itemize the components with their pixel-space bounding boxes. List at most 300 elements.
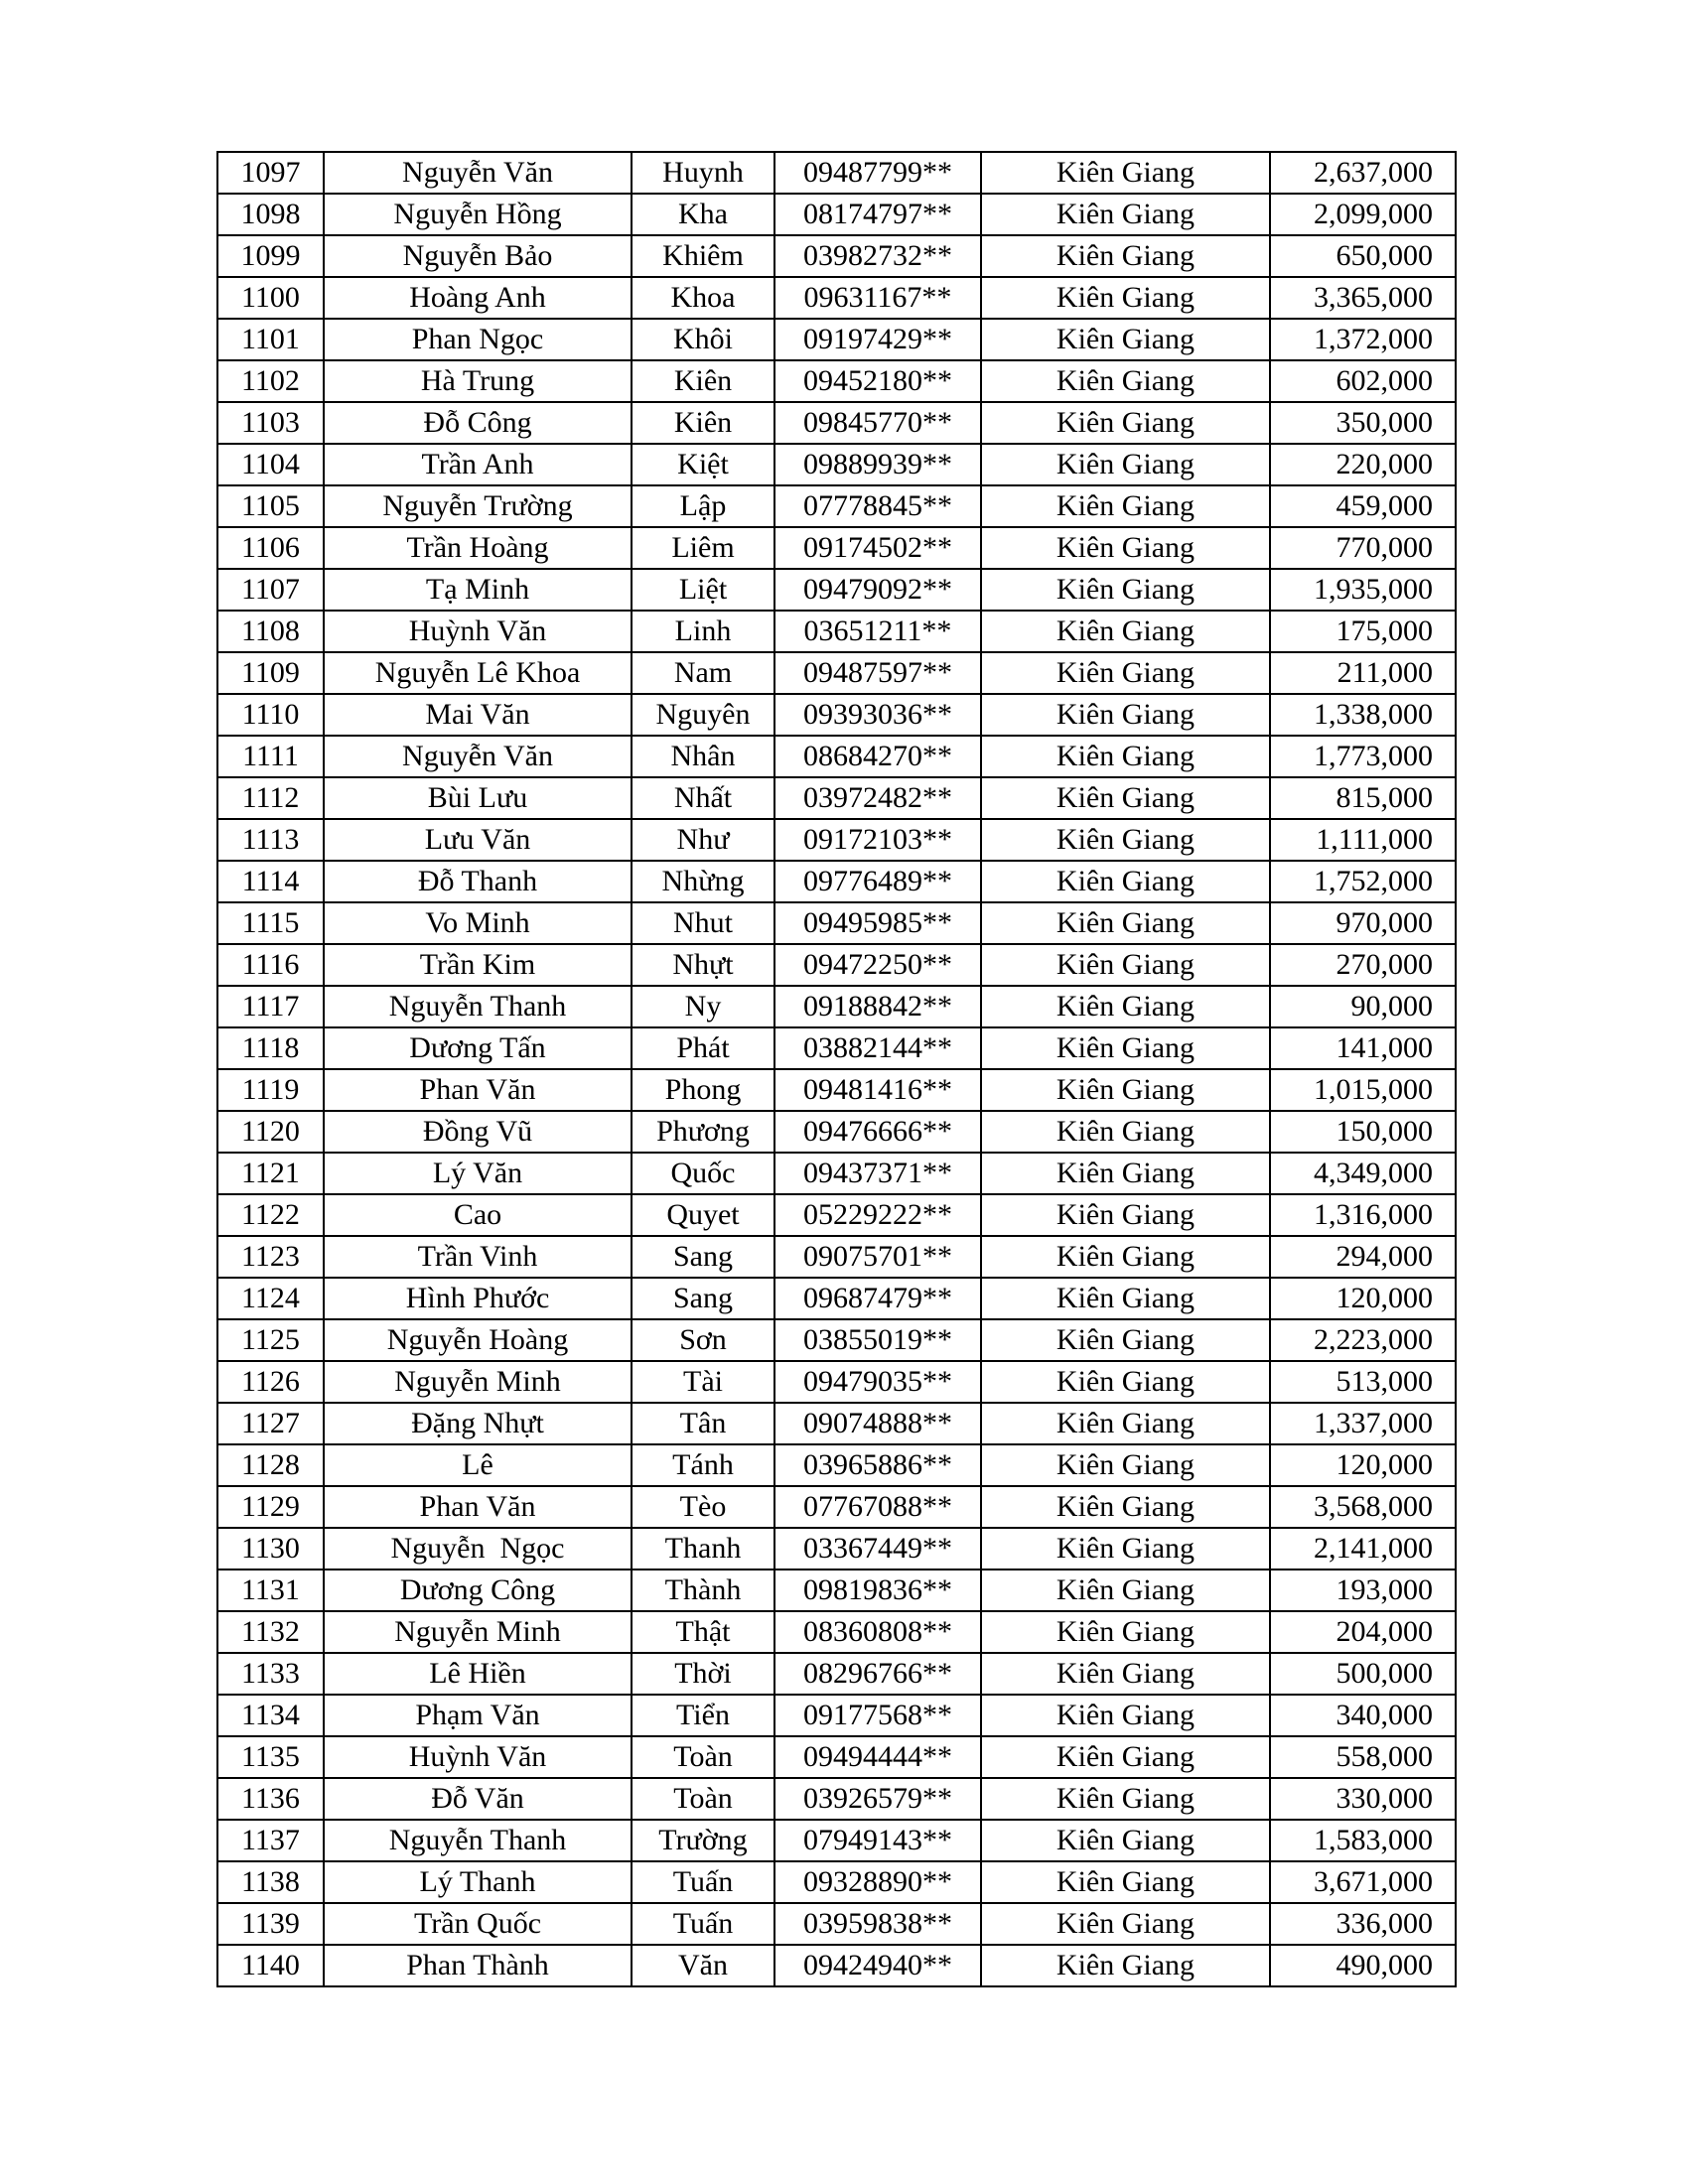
last-name-cell: Khiêm [632,235,774,277]
phone-cell: 09074888** [774,1403,981,1444]
given-name-cell: Phan Ngọc [324,319,632,360]
province-cell: Kiên Giang [981,1528,1270,1570]
given-name-cell: Nguyễn Văn [324,152,632,194]
province-cell: Kiên Giang [981,1111,1270,1153]
row-id-cell: 1135 [217,1736,324,1778]
row-id-cell: 1129 [217,1486,324,1528]
last-name-cell: Phương [632,1111,774,1153]
amount-cell: 294,000 [1270,1236,1456,1278]
amount-cell: 350,000 [1270,402,1456,444]
table-row [217,1153,1456,1194]
table-row [217,861,1456,902]
last-name-cell: Tánh [632,1444,774,1486]
phone-cell: 09487799** [774,152,981,194]
province-cell: Kiên Giang [981,360,1270,402]
amount-cell: 330,000 [1270,1778,1456,1820]
row-id-cell: 1132 [217,1611,324,1653]
province-cell: Kiên Giang [981,1736,1270,1778]
row-id-cell: 1130 [217,1528,324,1570]
amount-cell: 490,000 [1270,1945,1456,1986]
table-row [217,277,1456,319]
row-id-cell: 1114 [217,861,324,902]
last-name-cell: Quyet [632,1194,774,1236]
phone-cell: 09472250** [774,944,981,986]
phone-cell: 09776489** [774,861,981,902]
row-id-cell: 1137 [217,1820,324,1861]
phone-cell: 09075701** [774,1236,981,1278]
given-name-cell: Lý Thanh [324,1861,632,1903]
given-name-cell: Nguyễn Minh [324,1361,632,1403]
province-cell: Kiên Giang [981,319,1270,360]
last-name-cell: Tiển [632,1695,774,1736]
last-name-cell: Sơn [632,1319,774,1361]
last-name-cell: Nam [632,652,774,694]
phone-cell: 03972482** [774,777,981,819]
row-id-cell: 1120 [217,1111,324,1153]
amount-cell: 204,000 [1270,1611,1456,1653]
table-row [217,1695,1456,1736]
phone-cell: 09452180** [774,360,981,402]
phone-cell: 03882144** [774,1027,981,1069]
table-row [217,485,1456,527]
province-cell: Kiên Giang [981,277,1270,319]
given-name-cell: Nguyễn Lê Khoa [324,652,632,694]
last-name-cell: Tài [632,1361,774,1403]
phone-cell: 09197429** [774,319,981,360]
phone-cell: 09437371** [774,1153,981,1194]
phone-cell: 09172103** [774,819,981,861]
phone-cell: 08684270** [774,736,981,777]
amount-cell: 175,000 [1270,611,1456,652]
last-name-cell: Sang [632,1278,774,1319]
row-id-cell: 1104 [217,444,324,485]
row-id-cell: 1127 [217,1403,324,1444]
last-name-cell: Lập [632,485,774,527]
amount-cell: 602,000 [1270,360,1456,402]
amount-cell: 1,773,000 [1270,736,1456,777]
amount-cell: 1,337,000 [1270,1403,1456,1444]
phone-cell: 07949143** [774,1820,981,1861]
given-name-cell: Trần Hoàng [324,527,632,569]
row-id-cell: 1134 [217,1695,324,1736]
phone-cell: 09476666** [774,1111,981,1153]
given-name-cell: Bùi Lưu [324,777,632,819]
table-row [217,777,1456,819]
phone-cell: 03855019** [774,1319,981,1361]
last-name-cell: Huynh [632,152,774,194]
last-name-cell: Thành [632,1570,774,1611]
last-name-cell: Nhân [632,736,774,777]
last-name-cell: Nguyên [632,694,774,736]
province-cell: Kiên Giang [981,569,1270,611]
phone-cell: 08296766** [774,1653,981,1695]
table-row [217,1444,1456,1486]
last-name-cell: Kha [632,194,774,235]
amount-cell: 220,000 [1270,444,1456,485]
amount-cell: 4,349,000 [1270,1153,1456,1194]
amount-cell: 141,000 [1270,1027,1456,1069]
table-row [217,152,1456,194]
province-cell: Kiên Giang [981,1194,1270,1236]
given-name-cell: Nguyễn Trường [324,485,632,527]
given-name-cell: Đỗ Văn [324,1778,632,1820]
given-name-cell: Hà Trung [324,360,632,402]
amount-cell: 270,000 [1270,944,1456,986]
province-cell: Kiên Giang [981,1444,1270,1486]
given-name-cell: Lý Văn [324,1153,632,1194]
province-cell: Kiên Giang [981,944,1270,986]
amount-cell: 2,099,000 [1270,194,1456,235]
row-id-cell: 1106 [217,527,324,569]
amount-cell: 120,000 [1270,1444,1456,1486]
last-name-cell: Tèo [632,1486,774,1528]
phone-cell: 09687479** [774,1278,981,1319]
given-name-cell: Nguyễn Ngọc [324,1528,632,1570]
amount-cell: 90,000 [1270,986,1456,1027]
row-id-cell: 1105 [217,485,324,527]
last-name-cell: Phong [632,1069,774,1111]
table-row [217,652,1456,694]
table-row [217,902,1456,944]
table-row [217,694,1456,736]
table-row [217,319,1456,360]
phone-cell: 09494444** [774,1736,981,1778]
province-cell: Kiên Giang [981,1486,1270,1528]
records-tbody [217,152,1456,1986]
row-id-cell: 1133 [217,1653,324,1695]
last-name-cell: Liêm [632,527,774,569]
given-name-cell: Hoàng Anh [324,277,632,319]
amount-cell: 1,111,000 [1270,819,1456,861]
last-name-cell: Kiệt [632,444,774,485]
amount-cell: 1,583,000 [1270,1820,1456,1861]
province-cell: Kiên Giang [981,1611,1270,1653]
given-name-cell: Trần Vinh [324,1236,632,1278]
given-name-cell: Trần Quốc [324,1903,632,1945]
province-cell: Kiên Giang [981,1778,1270,1820]
last-name-cell: Phát [632,1027,774,1069]
row-id-cell: 1118 [217,1027,324,1069]
amount-cell: 970,000 [1270,902,1456,944]
amount-cell: 2,637,000 [1270,152,1456,194]
given-name-cell: Nguyễn Hồng [324,194,632,235]
table-row [217,1278,1456,1319]
table-row [217,1236,1456,1278]
given-name-cell: Tạ Minh [324,569,632,611]
last-name-cell: Tuấn [632,1861,774,1903]
province-cell: Kiên Giang [981,1027,1270,1069]
amount-cell: 120,000 [1270,1278,1456,1319]
last-name-cell: Khôi [632,319,774,360]
amount-cell: 3,365,000 [1270,277,1456,319]
table-row [217,1820,1456,1861]
province-cell: Kiên Giang [981,819,1270,861]
table-row [217,1486,1456,1528]
table-row [217,1194,1456,1236]
amount-cell: 2,141,000 [1270,1528,1456,1570]
amount-cell: 340,000 [1270,1695,1456,1736]
province-cell: Kiên Giang [981,902,1270,944]
given-name-cell: Trần Kim [324,944,632,986]
phone-cell: 03959838** [774,1903,981,1945]
table-row [217,194,1456,235]
table-row [217,1611,1456,1653]
given-name-cell: Nguyễn Văn [324,736,632,777]
given-name-cell: Huỳnh Văn [324,1736,632,1778]
given-name-cell: Nguyễn Minh [324,1611,632,1653]
row-id-cell: 1126 [217,1361,324,1403]
amount-cell: 513,000 [1270,1361,1456,1403]
row-id-cell: 1125 [217,1319,324,1361]
phone-cell: 03367449** [774,1528,981,1570]
row-id-cell: 1115 [217,902,324,944]
given-name-cell: Phan Văn [324,1486,632,1528]
amount-cell: 770,000 [1270,527,1456,569]
province-cell: Kiên Giang [981,611,1270,652]
amount-cell: 211,000 [1270,652,1456,694]
phone-cell: 09188842** [774,986,981,1027]
province-cell: Kiên Giang [981,694,1270,736]
row-id-cell: 1121 [217,1153,324,1194]
given-name-cell: Nguyễn Bảo [324,235,632,277]
given-name-cell: Đỗ Công [324,402,632,444]
table-row [217,986,1456,1027]
province-cell: Kiên Giang [981,402,1270,444]
table-row [217,819,1456,861]
last-name-cell: Liệt [632,569,774,611]
amount-cell: 3,671,000 [1270,1861,1456,1903]
amount-cell: 1,015,000 [1270,1069,1456,1111]
row-id-cell: 1100 [217,277,324,319]
row-id-cell: 1136 [217,1778,324,1820]
table-row [217,360,1456,402]
amount-cell: 1,752,000 [1270,861,1456,902]
given-name-cell: Đỗ Thanh [324,861,632,902]
phone-cell: 09487597** [774,652,981,694]
donor-list-table [216,151,1457,1987]
phone-cell: 09819836** [774,1570,981,1611]
given-name-cell: Vo Minh [324,902,632,944]
table-row [217,1653,1456,1695]
phone-cell: 09631167** [774,277,981,319]
last-name-cell: Kiên [632,360,774,402]
province-cell: Kiên Giang [981,986,1270,1027]
row-id-cell: 1116 [217,944,324,986]
row-id-cell: 1110 [217,694,324,736]
row-id-cell: 1113 [217,819,324,861]
amount-cell: 650,000 [1270,235,1456,277]
amount-cell: 336,000 [1270,1903,1456,1945]
table-row [217,1528,1456,1570]
row-id-cell: 1111 [217,736,324,777]
last-name-cell: Quốc [632,1153,774,1194]
table-row [217,1903,1456,1945]
province-cell: Kiên Giang [981,152,1270,194]
last-name-cell: Ny [632,986,774,1027]
province-cell: Kiên Giang [981,1695,1270,1736]
phone-cell: 08360808** [774,1611,981,1653]
last-name-cell: Tuấn [632,1903,774,1945]
given-name-cell: Hình Phước [324,1278,632,1319]
row-id-cell: 1112 [217,777,324,819]
table-row [217,402,1456,444]
province-cell: Kiên Giang [981,1069,1270,1111]
province-cell: Kiên Giang [981,652,1270,694]
province-cell: Kiên Giang [981,1653,1270,1695]
last-name-cell: Nhựt [632,944,774,986]
amount-cell: 1,316,000 [1270,1194,1456,1236]
last-name-cell: Nhất [632,777,774,819]
row-id-cell: 1128 [217,1444,324,1486]
phone-cell: 09889939** [774,444,981,485]
phone-cell: 08174797** [774,194,981,235]
amount-cell: 558,000 [1270,1736,1456,1778]
phone-cell: 09424940** [774,1945,981,1986]
given-name-cell: Trần Anh [324,444,632,485]
province-cell: Kiên Giang [981,235,1270,277]
province-cell: Kiên Giang [981,1403,1270,1444]
amount-cell: 3,568,000 [1270,1486,1456,1528]
given-name-cell: Đặng Nhựt [324,1403,632,1444]
phone-cell: 09479092** [774,569,981,611]
amount-cell: 459,000 [1270,485,1456,527]
given-name-cell: Dương Công [324,1570,632,1611]
last-name-cell: Nhut [632,902,774,944]
phone-cell: 03926579** [774,1778,981,1820]
phone-cell: 09481416** [774,1069,981,1111]
table-row [217,444,1456,485]
phone-cell: 03965886** [774,1444,981,1486]
last-name-cell: Linh [632,611,774,652]
last-name-cell: Thời [632,1653,774,1695]
phone-cell: 09328890** [774,1861,981,1903]
row-id-cell: 1124 [217,1278,324,1319]
row-id-cell: 1102 [217,360,324,402]
last-name-cell: Thật [632,1611,774,1653]
amount-cell: 2,223,000 [1270,1319,1456,1361]
given-name-cell: Lưu Văn [324,819,632,861]
row-id-cell: 1101 [217,319,324,360]
row-id-cell: 1131 [217,1570,324,1611]
province-cell: Kiên Giang [981,1945,1270,1986]
phone-cell: 09174502** [774,527,981,569]
last-name-cell: Khoa [632,277,774,319]
province-cell: Kiên Giang [981,1361,1270,1403]
table-row [217,1570,1456,1611]
table-row [217,1403,1456,1444]
last-name-cell: Sang [632,1236,774,1278]
table-row [217,1319,1456,1361]
given-name-cell: Phạm Văn [324,1695,632,1736]
amount-cell: 1,935,000 [1270,569,1456,611]
table-row [217,1736,1456,1778]
table-row [217,1361,1456,1403]
phone-cell: 09177568** [774,1695,981,1736]
phone-cell: 03651211** [774,611,981,652]
province-cell: Kiên Giang [981,194,1270,235]
table-row [217,1027,1456,1069]
last-name-cell: Toàn [632,1736,774,1778]
row-id-cell: 1138 [217,1861,324,1903]
given-name-cell: Phan Văn [324,1069,632,1111]
given-name-cell: Huỳnh Văn [324,611,632,652]
province-cell: Kiên Giang [981,1570,1270,1611]
province-cell: Kiên Giang [981,1903,1270,1945]
province-cell: Kiên Giang [981,861,1270,902]
province-cell: Kiên Giang [981,485,1270,527]
row-id-cell: 1097 [217,152,324,194]
phone-cell: 07767088** [774,1486,981,1528]
last-name-cell: Nhừng [632,861,774,902]
province-cell: Kiên Giang [981,1861,1270,1903]
phone-cell: 03982732** [774,235,981,277]
last-name-cell: Như [632,819,774,861]
table-row [217,569,1456,611]
given-name-cell: Mai Văn [324,694,632,736]
given-name-cell: Lê [324,1444,632,1486]
given-name-cell: Phan Thành [324,1945,632,1986]
given-name-cell: Lê Hiền [324,1653,632,1695]
amount-cell: 1,338,000 [1270,694,1456,736]
given-name-cell: Dương Tấn [324,1027,632,1069]
row-id-cell: 1139 [217,1903,324,1945]
phone-cell: 09393036** [774,694,981,736]
table-row [217,736,1456,777]
table-row [217,1778,1456,1820]
phone-cell: 09845770** [774,402,981,444]
province-cell: Kiên Giang [981,1236,1270,1278]
row-id-cell: 1103 [217,402,324,444]
amount-cell: 193,000 [1270,1570,1456,1611]
phone-cell: 05229222** [774,1194,981,1236]
amount-cell: 500,000 [1270,1653,1456,1695]
province-cell: Kiên Giang [981,736,1270,777]
province-cell: Kiên Giang [981,1319,1270,1361]
amount-cell: 1,372,000 [1270,319,1456,360]
last-name-cell: Trường [632,1820,774,1861]
table-row [217,1111,1456,1153]
row-id-cell: 1117 [217,986,324,1027]
phone-cell: 09479035** [774,1361,981,1403]
row-id-cell: 1107 [217,569,324,611]
row-id-cell: 1119 [217,1069,324,1111]
row-id-cell: 1122 [217,1194,324,1236]
amount-cell: 150,000 [1270,1111,1456,1153]
last-name-cell: Thanh [632,1528,774,1570]
last-name-cell: Kiên [632,402,774,444]
table-row [217,527,1456,569]
phone-cell: 07778845** [774,485,981,527]
row-id-cell: 1108 [217,611,324,652]
table-row [217,1069,1456,1111]
table-row [217,611,1456,652]
row-id-cell: 1140 [217,1945,324,1986]
table-row [217,1945,1456,1986]
last-name-cell: Văn [632,1945,774,1986]
row-id-cell: 1109 [217,652,324,694]
province-cell: Kiên Giang [981,527,1270,569]
province-cell: Kiên Giang [981,1153,1270,1194]
row-id-cell: 1099 [217,235,324,277]
given-name-cell: Đồng Vũ [324,1111,632,1153]
given-name-cell: Cao [324,1194,632,1236]
phone-cell: 09495985** [774,902,981,944]
given-name-cell: Nguyễn Hoàng [324,1319,632,1361]
table-row [217,235,1456,277]
last-name-cell: Toàn [632,1778,774,1820]
province-cell: Kiên Giang [981,444,1270,485]
last-name-cell: Tân [632,1403,774,1444]
